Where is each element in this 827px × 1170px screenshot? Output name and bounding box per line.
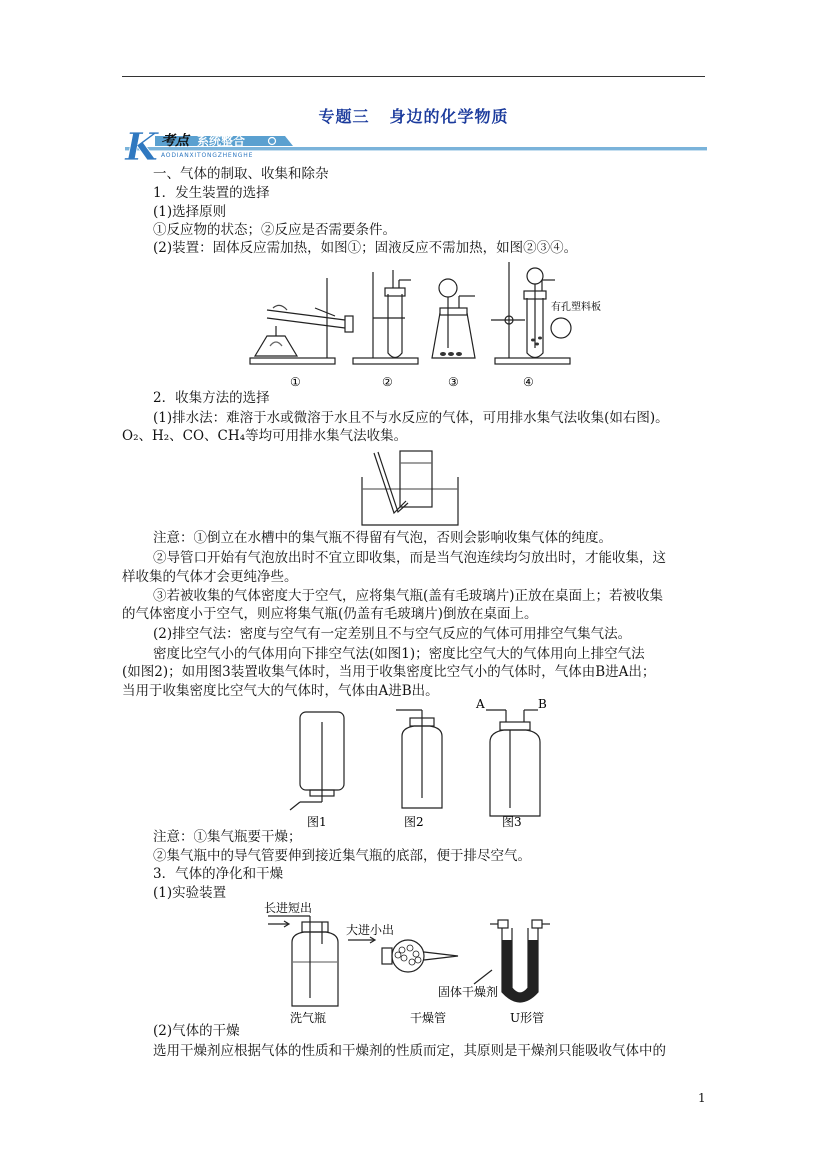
banner-graphic <box>125 124 707 169</box>
note-1: 注意：①倒立在水槽中的集气瓶不得留有气泡，否则会影响收集气体的纯度。 <box>153 530 612 546</box>
label-port-a: A <box>476 697 485 711</box>
label-setup-1: ① <box>290 375 301 389</box>
subheading-apparatus: (1)实验装置 <box>153 885 227 901</box>
note-tube-bottom: ②集气瓶中的导气管要伸到接近集气瓶的底部，便于排尽空气。 <box>153 848 531 864</box>
paragraph-desiccant: 选用干燥剂应根据气体的性质和干燥剂的性质而定，其原则是干燥剂只能吸收气体中的 <box>153 1043 666 1059</box>
heading-collection-method: 2．收集方法的选择 <box>153 390 270 406</box>
paragraph-density-1: 密度比空气小的气体用向下排空气法(如图1)；密度比空气大的气体用向上排空气法 <box>153 646 645 662</box>
banner-pinyin: AODIANXITONGZHENGHE <box>161 152 254 159</box>
note-dry-jar: 注意：①集气瓶要干燥； <box>153 829 302 845</box>
caption-fig1: 图1 <box>307 815 327 829</box>
label-solid-desiccant: 固体干燥剂 <box>438 985 499 999</box>
top-rule <box>122 76 705 77</box>
banner-k-letter: K <box>125 124 159 169</box>
section-banner <box>125 124 707 169</box>
label-setup-2: ② <box>382 375 393 389</box>
label-long-in-short-out: 长进短出 <box>264 901 313 915</box>
label-perforated-plate: 有孔塑料板 <box>551 302 601 313</box>
paragraph-water-displacement: (1)排水法：难溶于水或微溶于水且不与水反应的气体，可用排水集气法收集(如右图)。 <box>153 410 669 426</box>
paragraph-air-displacement: (2)排空气法：密度与空气有一定差别且不与空气反应的气体可用排空气集气法。 <box>153 626 632 642</box>
label-drying-tube: 干燥管 <box>410 1011 447 1025</box>
note-3-cont: 的气体密度小于空气，则应将集气瓶(仍盖有毛玻璃片)倒放在桌面上。 <box>122 606 538 622</box>
paragraph-principle: ①反应物的状态；②反应是否需要条件。 <box>153 222 396 238</box>
label-port-b: B <box>538 697 547 711</box>
caption-fig2: 图2 <box>404 815 424 829</box>
figure-gas-jars <box>280 698 570 834</box>
note-3: ③若被收集的气体密度大于空气，应将集气瓶(盖有毛玻璃片)正放在桌面上；若被收集 <box>153 588 664 604</box>
paragraph-apparatus: (2)装置：固体反应需加热，如图①；固液反应不需加热，如图②③④。 <box>153 240 578 256</box>
paragraph-density-3: 当用于收集密度比空气大的气体时，气体由A进B出。 <box>122 683 439 699</box>
label-setup-3: ③ <box>448 375 459 389</box>
figure-generator-apparatus <box>245 258 601 395</box>
caption-fig3: 图3 <box>502 815 522 829</box>
banner-label-xitong: 系统整合 <box>197 134 246 148</box>
note-2: ②导管口开始有气泡放出时不宜立即收集，而是当气泡连续均匀放出时，才能收集，这 <box>153 550 666 566</box>
page-title: 专题三 身边的化学物质 <box>318 107 509 126</box>
figure-purification-apparatus <box>262 900 562 1028</box>
label-wash-bottle: 洗气瓶 <box>290 1011 327 1025</box>
heading-generator-choice: 1．发生装置的选择 <box>153 185 270 201</box>
note-2-cont: 样收集的气体才会更纯净些。 <box>122 569 298 585</box>
subheading-principle: (1)选择原则 <box>153 204 227 220</box>
label-big-in-small-out: 大进小出 <box>346 923 395 937</box>
heading-gas-preparation: 一、气体的制取、收集和除杂 <box>153 166 329 182</box>
label-u-tube: U形管 <box>510 1011 545 1025</box>
figure-water-trough <box>360 447 460 533</box>
page-number: 1 <box>698 1091 706 1105</box>
heading-purification: 3．气体的净化和干燥 <box>153 866 284 882</box>
label-setup-4: ④ <box>523 375 534 389</box>
banner-label-kaodian: 考点 <box>161 133 189 149</box>
paragraph-water-gases: O₂、H₂、CO、CH₄等均可用排水集气法收集。 <box>122 428 408 444</box>
paragraph-density-2: (如图2)；如用图3装置收集气体时，当用于收集密度比空气小的气体时，气体由B进A出； <box>122 664 656 680</box>
subheading-drying: (2)气体的干燥 <box>153 1023 240 1039</box>
